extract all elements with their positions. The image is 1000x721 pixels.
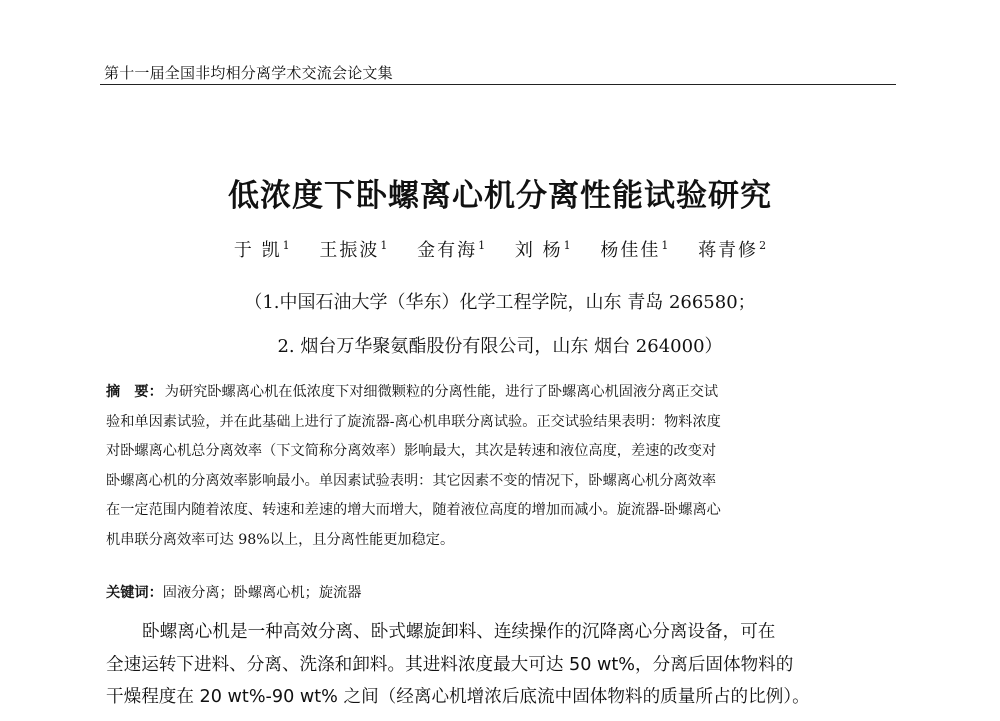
abstract-label: 摘 要： xyxy=(106,384,163,400)
abstract xyxy=(106,378,896,555)
author xyxy=(417,236,485,262)
paper-title: 低浓度下卧螺离心机分离性能试验研究 xyxy=(228,178,772,214)
abstract-line: 机串联分离效率可达 98%以上，且分离性能更加稳定。 xyxy=(106,531,455,548)
author-name: 刘 杨 xyxy=(514,240,563,261)
body-line: 卧螺离心机是一种高效分离、卧式螺旋卸料、连续操作的沉降离心分离设备，可在 xyxy=(142,622,776,642)
author-name: 王振波 xyxy=(319,240,380,261)
affiliation-2: 2. 烟台万华聚氨酯股份有限公司，山东 烟台 264000） xyxy=(277,336,723,357)
author xyxy=(234,236,290,262)
header-divider xyxy=(100,84,896,85)
author-affiliation-mark: 1 xyxy=(661,239,669,252)
author xyxy=(698,236,766,262)
abstract-line: 验和单因素试验，并在此基础上进行了旋流器-离心机串联分离试验。正交试验结果表明：物料浓度 xyxy=(106,413,721,430)
author-name: 杨佳佳 xyxy=(600,240,661,261)
abstract-text: 为研究卧螺离心机在低浓度下对细微颗粒的分离性能，进行了卧螺离心机固液分离正交试 xyxy=(164,384,719,400)
author-affiliation-mark: 1 xyxy=(380,239,388,252)
author xyxy=(600,236,668,262)
keywords-label: 关键词： xyxy=(106,585,163,601)
keywords-text: 固液分离；卧螺离心机；旋流器 xyxy=(162,585,362,601)
author-affiliation-mark: 1 xyxy=(282,239,290,252)
abstract-line: 卧螺离心机的分离效率影响最小。单因素试验表明：其它因素不变的情况下，卧螺离心机分离效率 xyxy=(106,472,717,489)
author-name: 于 凯 xyxy=(233,240,282,261)
author xyxy=(515,236,571,262)
author-affiliation-mark: 1 xyxy=(563,239,571,252)
body-line: 干燥程度在 20 wt%-90 wt% 之间（经离心机增浓后底流中固体物料的质量所占的比例）。 xyxy=(106,687,810,707)
body-paragraph xyxy=(106,616,896,714)
author-name: 蒋青修 xyxy=(698,240,759,261)
affiliation-1: （1.中国石油大学（华东）化学工程学院，山东 青岛 266580； xyxy=(244,292,756,313)
abstract-line: 对卧螺离心机总分离效率（下文简称分离效率）影响最大，其次是转速和液位高度，差速的改变对 xyxy=(106,443,717,459)
author-affiliation-mark: 2 xyxy=(759,239,767,252)
abstract-line xyxy=(106,378,896,408)
keywords xyxy=(106,582,361,602)
abstract-line: 在一定范围内随着浓度、转速和差速的增大而增大，随着液位高度的增加而减小。旋流器-卧螺离心 xyxy=(106,502,721,518)
running-header: 第十一届全国非均相分离学术交流会论文集 xyxy=(104,64,393,82)
author-list xyxy=(0,236,1000,262)
body-line: 全速运转下进料、分离、洗涤和卸料。其进料浓度最大可达 50 wt%，分离后固体物料的 xyxy=(106,654,794,675)
author-name: 金有海 xyxy=(417,240,478,261)
author xyxy=(319,236,387,262)
author-affiliation-mark: 1 xyxy=(478,239,486,252)
